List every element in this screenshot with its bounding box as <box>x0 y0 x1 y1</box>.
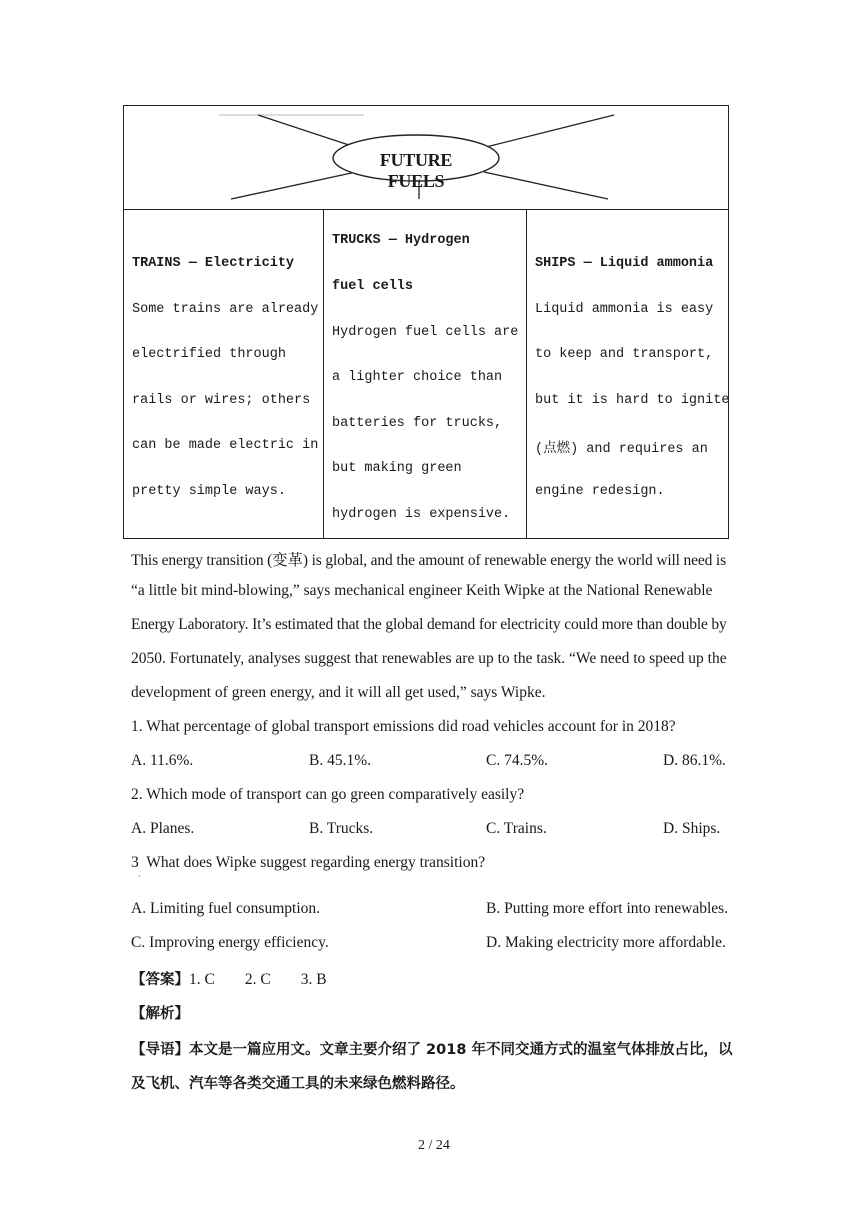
trains-body-line: pretty simple ways. <box>132 484 286 499</box>
ships-heading: SHIPS — Liquid ammonia <box>535 256 714 271</box>
question-1-option-c: C. 74.5%. <box>486 752 548 769</box>
column-trains <box>124 210 324 538</box>
question-2-option-a: A. Planes. <box>131 820 195 837</box>
column-ships <box>527 210 728 538</box>
question-2-option-d: D. Ships. <box>663 820 721 837</box>
question-1-stem: 1. What percentage of global transport emissions did road vehicles account for in 2018? <box>131 718 676 735</box>
stray-mark: · <box>138 872 141 881</box>
branch-top-right <box>482 115 614 148</box>
trucks-heading: TRUCKS — Hydrogen <box>332 233 470 248</box>
trucks-body-line: batteries for trucks, <box>332 416 503 431</box>
passage-line: 2050. Fortunately, analyses suggest that renewables are up to the task. “We need to speed up the <box>131 650 727 667</box>
guide-line-1 <box>131 1038 732 1059</box>
guide-label: 【导语】 <box>131 1042 189 1058</box>
ships-body-line: to keep and transport, <box>535 347 714 362</box>
guide-line-2: 及飞机、汽车等各类交通工具的未来绿色燃料路径。 <box>131 1076 465 1092</box>
diagram-title: FUTURE FUELS <box>379 150 453 191</box>
diagram-header <box>124 106 728 210</box>
question-1-option-a: A. 11.6%. <box>131 752 194 769</box>
question-3-option-b: B. Putting more effort into renewables. <box>486 900 729 917</box>
trucks-body-line: hydrogen is expensive. <box>332 507 511 522</box>
future-fuels-diagram <box>123 105 729 539</box>
trains-heading: TRAINS — Electricity <box>132 256 295 271</box>
passage-line: development of green energy, and it will all get used,” says Wipke. <box>131 684 546 701</box>
question-3-stem: 3 What does Wipke suggest regarding energy transition? <box>131 854 486 871</box>
question-3-option-d: D. Making electricity more affordable. <box>486 934 726 951</box>
question-2-option-b: B. Trucks. <box>309 820 374 837</box>
answer-label: 【答案】 <box>131 972 189 988</box>
guide-text-1: 本文是一篇应用文。文章主要介绍了 2018 年不同交通方式的温室气体排放占比，以 <box>189 1042 733 1058</box>
trucks-body-line: a lighter choice than <box>332 370 503 385</box>
trucks-heading: fuel cells <box>332 279 414 294</box>
answer-1: 1. C <box>189 971 215 988</box>
trucks-body-line: Hydrogen fuel cells are <box>332 325 519 340</box>
question-3-option-c: C. Improving energy efficiency. <box>131 934 329 951</box>
passage-line: This energy transition (变革) is global, and the amount of renewable energy the world will need is <box>131 552 726 569</box>
trains-body-line: rails or wires; others <box>132 393 311 408</box>
page-number: 2 / 24 <box>418 1138 450 1153</box>
ships-body-line: engine redesign. <box>535 484 665 499</box>
ships-body-line: but it is hard to ignite <box>535 393 730 408</box>
answer-3: 3. B <box>300 971 327 988</box>
analysis-label: 【解析】 <box>131 1006 189 1022</box>
passage-line: “a little bit mind-blowing,” says mechanical engineer Keith Wipke at the National Renewable <box>131 582 713 599</box>
question-3-option-a: A. Limiting fuel consumption. <box>131 900 320 917</box>
branch-bottom-left <box>231 172 356 199</box>
trains-body-line: electrified through <box>132 347 286 362</box>
branch-bottom-right <box>484 172 608 199</box>
trains-body-line: Some trains are already <box>132 302 319 317</box>
answer-line <box>131 968 327 989</box>
question-2-stem: 2. Which mode of transport can go green comparatively easily? <box>131 786 525 803</box>
answer-2: 2. C <box>244 971 271 988</box>
column-trucks <box>324 210 527 538</box>
question-2-option-c: C. Trains. <box>486 820 547 837</box>
ships-body-line: (点燃) and requires an <box>535 442 708 457</box>
trucks-body-line: but making green <box>332 461 462 476</box>
question-1-option-d: D. 86.1%. <box>663 752 726 769</box>
trains-body-line: can be made electric in <box>132 438 319 453</box>
passage-line: Energy Laboratory. It’s estimated that the global demand for electricity could more than double by <box>131 616 727 633</box>
ships-body-line: Liquid ammonia is easy <box>535 302 714 317</box>
question-1-option-b: B. 45.1%. <box>309 752 371 769</box>
